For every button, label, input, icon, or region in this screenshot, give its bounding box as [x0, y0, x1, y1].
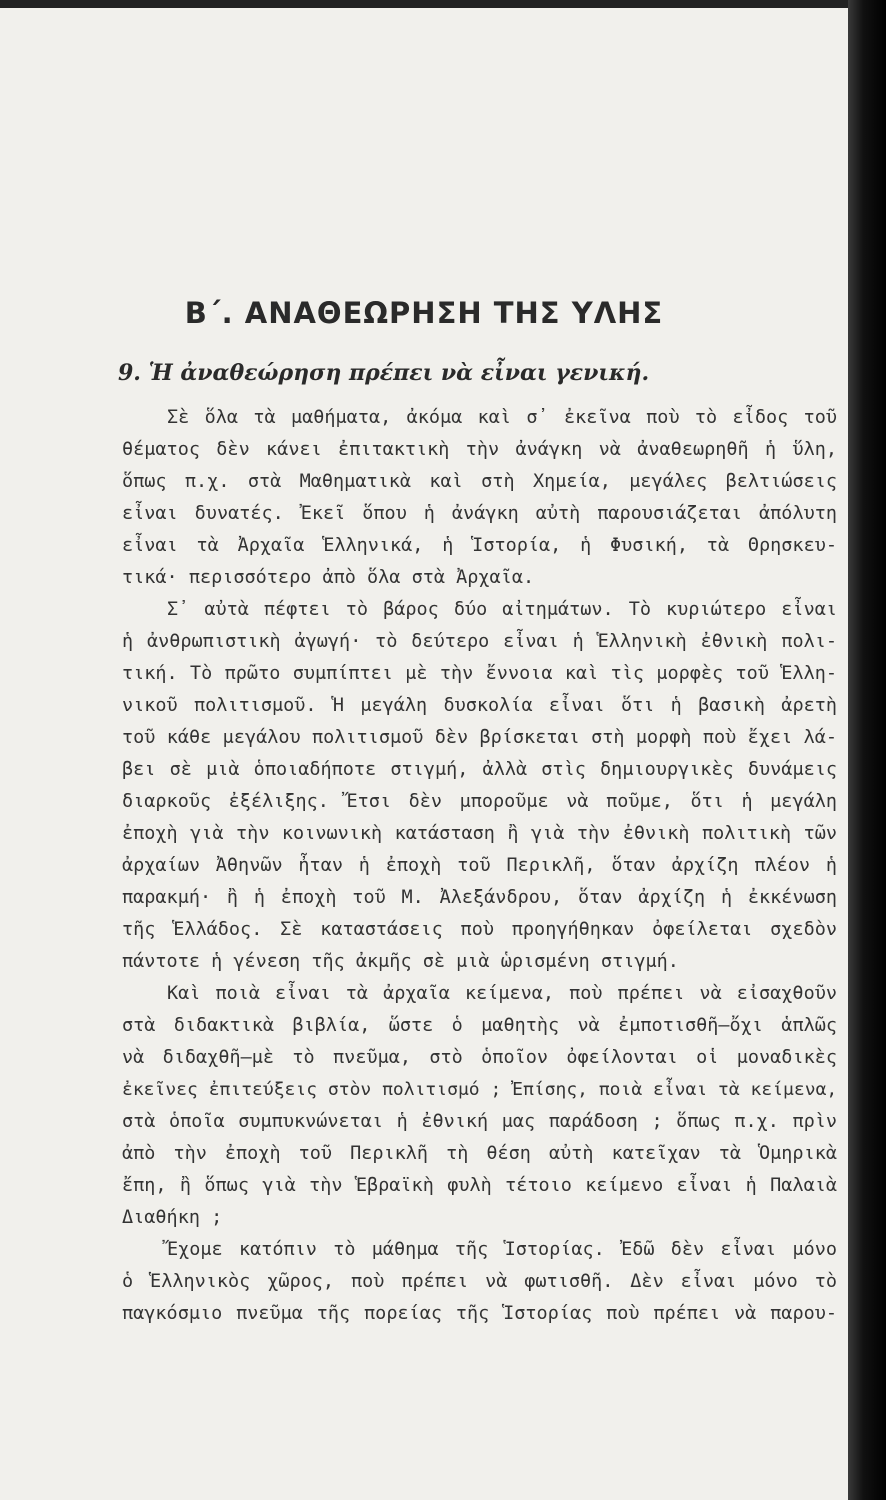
text-line: ἐποχὴ γιὰ τὴν κοινωνικὴ κατάσταση ἢ γιὰ τὴν ἐθνικὴ πολιτικὴ τῶν [122, 823, 837, 844]
text-line: ἔπη, ἢ ὅπως γιὰ τὴν Ἑβραϊκὴ φυλὴ τέτοιο κείμενο εἶναι ἡ Παλαιὰ [122, 1175, 837, 1196]
text-line: στὰ διδακτικὰ βιβλία, ὥστε ὁ μαθητὴς νὰ ἐμποτισθῆ—ὄχι ἁπλῶς [122, 1015, 837, 1036]
text-line: Σ᾿ αὐτὰ πέφτει τὸ βάρος δύο αἰτημάτων. Τὸ κυριώτερο εἶναι [167, 599, 837, 620]
text-line: θέματος δὲν κάνει ἐπιτακτικὴ τὴν ἀνάγκη νὰ ἀναθεωρηθῆ ἡ ὕλη, [122, 439, 837, 460]
text-line: παρακμή· ἢ ἡ ἐποχὴ τοῦ Μ. Ἀλεξάνδρου, ὅταν ἀρχίζη ἡ ἐκκένωση [122, 887, 837, 908]
scan-border-top [0, 0, 886, 8]
text-line: ὅπως π.χ. στὰ Μαθηματικὰ καὶ στὴ Χημεία, μεγάλες βελτιώσεις [122, 471, 837, 492]
text-line: ἐκεῖνες ἐπιτεύξεις στὸν πολιτισμό ; Ἐπίσης, ποιὰ εἶναι τὰ κείμενα, [122, 1079, 837, 1100]
section-heading: Β΄. ΑΝΑΘΕΩΡΗΣΗ ΤΗΣ ΥΛΗΣ [184, 296, 664, 330]
text-line: τική. Τὸ πρῶτο συμπίπτει μὲ τὴν ἔννοια καὶ τὶς μορφὲς τοῦ Ἑλλη- [122, 663, 837, 684]
text-line: εἶναι τὰ Ἀρχαῖα Ἑλληνικά, ἡ Ἱστορία, ἡ Φυσική, τὰ Θρησκευ- [122, 535, 837, 556]
text-line: διαρκοῦς ἐξέλιξης. Ἔτσι δὲν μποροῦμε νὰ ποῦμε, ὅτι ἡ μεγάλη [122, 791, 837, 812]
text-line: παγκόσμιο πνεῦμα τῆς πορείας τῆς Ἱστορίας ποὺ πρέπει νὰ παρου- [122, 1303, 837, 1324]
text-line: τῆς Ἑλλάδος. Σὲ καταστάσεις ποὺ προηγήθηκαν ὀφείλεται σχεδὸν [122, 919, 837, 940]
paragraph-2 [122, 594, 837, 978]
text-line: βει σὲ μιὰ ὁποιαδήποτε στιγμή, ἀλλὰ στὶς δημιουργικὲς δυνάμεις [122, 759, 837, 780]
text-line: ἀρχαίων Ἀθηνῶν ἦταν ἡ ἐποχὴ τοῦ Περικλῆ, ὅταν ἀρχίζη πλέον ἡ [122, 855, 837, 876]
text-line: Καὶ ποιὰ εἶναι τὰ ἀρχαῖα κείμενα, ποὺ πρέπει νὰ εἰσαχθοῦν [167, 983, 837, 1004]
book-page [0, 8, 848, 1500]
text-line: νικοῦ πολιτισμοῦ. Ἡ μεγάλη δυσκολία εἶναι ὅτι ἡ βασικὴ ἀρετὴ [122, 695, 837, 716]
text-line: ὁ Ἑλληνικὸς χῶρος, ποὺ πρέπει νὰ φωτισθῆ. Δὲν εἶναι μόνο τὸ [122, 1271, 837, 1292]
paragraph-1 [122, 402, 837, 594]
text-line: τοῦ κάθε μεγάλου πολιτισμοῦ δὲν βρίσκεται στὴ μορφὴ ποὺ ἔχει λά- [122, 727, 837, 748]
text-line: πάντοτε ἡ γένεση τῆς ἀκμῆς σὲ μιὰ ὡρισμένη στιγμή. [122, 951, 679, 972]
text-line: ἀπὸ τὴν ἐποχὴ τοῦ Περικλῆ τὴ θέση αὐτὴ κατεῖχαν τὰ Ὁμηρικὰ [122, 1143, 837, 1164]
text-line: Ἔχομε κατόπιν τὸ μάθημα τῆς Ἱστορίας. Ἐδῶ δὲν εἶναι μόνο [167, 1239, 837, 1260]
text-line: εἶναι δυνατές. Ἐκεῖ ὅπου ἡ ἀνάγκη αὐτὴ παρουσιάζεται ἀπόλυτη [122, 503, 837, 524]
paragraph-4 [122, 1234, 837, 1330]
scan-border-right [848, 0, 886, 1500]
text-line: στὰ ὁποῖα συμπυκνώνεται ἡ ἐθνική μας παράδοση ; ὅπως π.χ. πρὶν [122, 1111, 837, 1132]
text-line: νὰ διδαχθῆ—μὲ τὸ πνεῦμα, στὸ ὁποῖον ὀφείλονται οἱ μοναδικὲς [122, 1047, 837, 1068]
text-line: Διαθήκη ; [122, 1207, 223, 1228]
subsection-heading: 9. Ἡ ἀναθεώρηση πρέπει νὰ εἶναι γενική. [118, 360, 650, 386]
text-line: τικά· περισσότερο ἀπὸ ὅλα στὰ Ἀρχαῖα. [122, 567, 535, 588]
text-line: ἡ ἀνθρωπιστικὴ ἀγωγή· τὸ δεύτερο εἶναι ἡ Ἑλληνικὴ ἐθνικὴ πολι- [122, 631, 837, 652]
text-line: Σὲ ὅλα τὰ μαθήματα, ἀκόμα καὶ σ᾿ ἐκεῖνα ποὺ τὸ εἶδος τοῦ [167, 407, 837, 428]
paragraph-3 [122, 978, 837, 1234]
body-text [122, 402, 837, 1330]
